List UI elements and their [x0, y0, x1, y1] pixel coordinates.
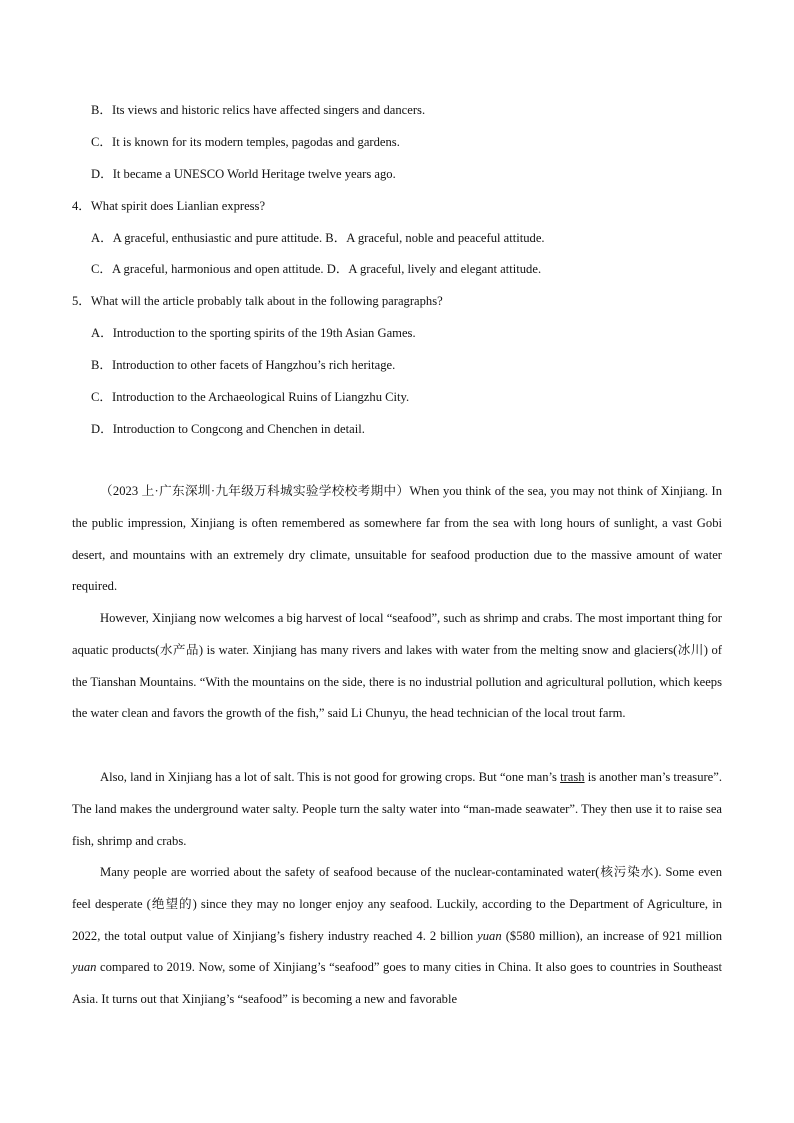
q4-options-row2: C．A graceful, harmonious and open attitude. D．A graceful, lively and elegant attitude.: [91, 262, 542, 276]
q5-option-b: B．Introduction to other facets of Hangzhou’s rich heritage.: [91, 358, 396, 372]
q5-option-d: D．Introduction to Congcong and Chenchen in detail.: [91, 422, 365, 436]
p4-text-1: Many people are worried about the safety of seafood because of the nuclear-contaminated water(核污染水). Some even feel desperate (绝望的) since they may no longer enjoy any seafood. Luckily, according to the Department of Agriculture, in 2022, the total output value of Xinjiang’s fishery industry reached 4. 2 billion: [72, 865, 722, 943]
passage-paragraph-4: [72, 857, 722, 1016]
q3-option-b: B．Its views and historic relics have affected singers and dancers.: [91, 103, 426, 117]
italic-yuan-1: yuan: [477, 928, 502, 943]
q4-question: 4．What spirit does Lianlian express?: [72, 199, 266, 213]
q5-question: 5．What will the article probably talk about in the following paragraphs?: [72, 294, 443, 308]
q4-options-row1: A．A graceful, enthusiastic and pure attitude. B．A graceful, noble and peaceful attitude.: [91, 231, 545, 245]
q3-option-d: D．It became a UNESCO World Heritage twelve years ago.: [91, 167, 396, 181]
p3-text-before: Also, land in Xinjiang has a lot of salt. This is not good for growing crops. But “one man’s: [100, 770, 561, 784]
underlined-word-trash: trash: [560, 770, 585, 784]
p4-text-2: ($580 million), an increase of 921 million: [501, 928, 722, 943]
q5-option-c: C．Introduction to the Archaeological Ruins of Liangzhu City.: [91, 390, 410, 404]
q3-option-c: C．It is known for its modern temples, pagodas and gardens.: [91, 135, 400, 149]
passage-paragraph-2: However, Xinjiang now welcomes a big harvest of local “seafood”, such as shrimp and crabs. The most important thing for aquatic products(水产品) is water. Xinjiang has many rivers and lakes with water from the melting snow and glaciers(冰川) of the Tianshan Mountains. “With the mountains on the side, there is no industrial pollution and agricultural pollution, which keeps the water clean and favors the growth of the fish,” said Li Chunyu, the head technician of the local trout farm.: [72, 611, 722, 721]
q5-option-a: A．Introduction to the sporting spirits of the 19th Asian Games.: [91, 326, 416, 340]
p4-text-3: compared to 2019. Now, some of Xinjiang’s “seafood” goes to many cities in China. It also goes to countries in Southeast Asia. It turns out that Xinjiang’s “seafood” is becoming a new and favorable: [72, 960, 722, 1007]
passage-paragraph-3: [72, 762, 722, 857]
italic-yuan-2: yuan: [72, 960, 97, 975]
p3-text-after: is another man’s treasure”. The land makes the underground water salty. People turn the salty water into “man-made seawater”. They then use it to raise sea fish, shrimp and crabs.: [72, 770, 723, 848]
passage-paragraph-1: （2023 上·广东深圳·九年级万科城实验学校校考期中）When you think of the sea, you may not think of Xinjiang. In the public impression, Xinjiang is often remembered as somewhere far from the sea with long hours of sunlight, a vast Gobi desert, and mountains with an extremely dry climate, unsuitable for seafood production due to the massive amount of water required.: [72, 484, 722, 594]
